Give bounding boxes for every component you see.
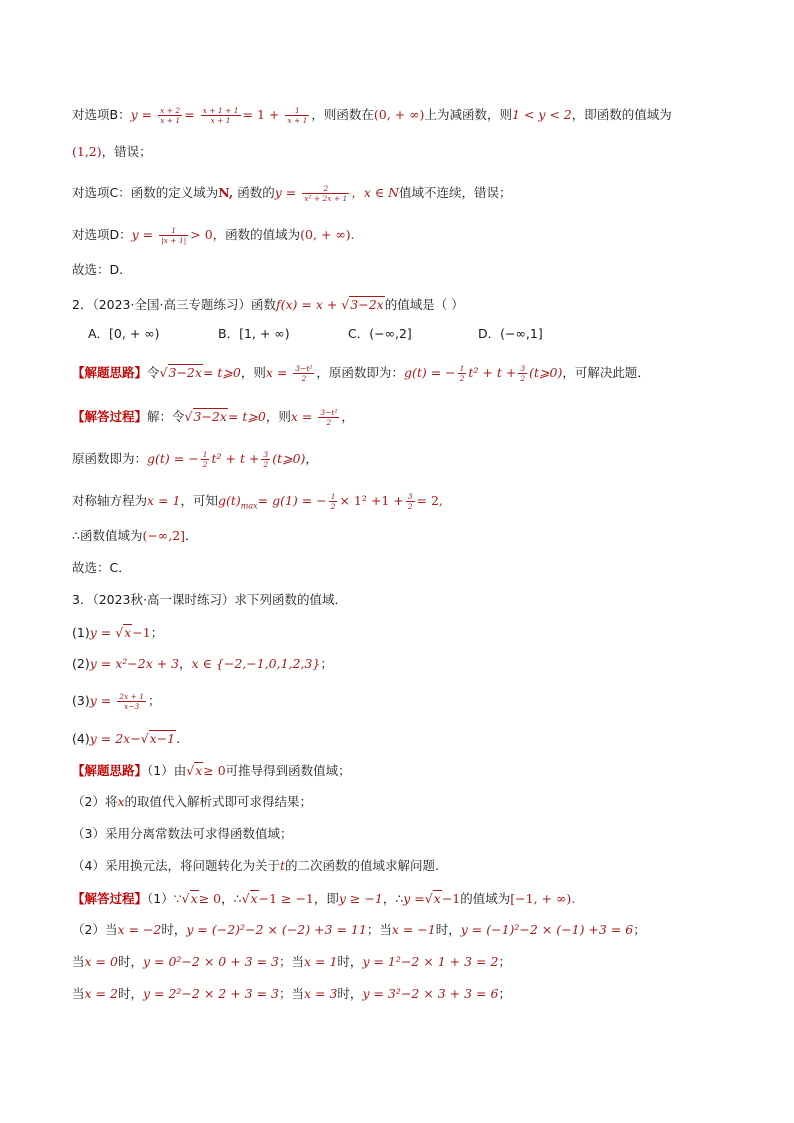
option-d-line: [72, 226, 355, 245]
math: x = −1: [391, 922, 436, 937]
numerator: 2: [302, 184, 349, 194]
math: x = −2: [117, 922, 162, 937]
text: ，原函数即为：: [316, 365, 404, 380]
fraction: [201, 106, 241, 125]
math: y ≥ −1: [338, 891, 383, 906]
q2-process-1: 【解答过程】解：令√3−2x= t⩾0，则x = $\frac{\text{3−t²}}{2}$ ，: [72, 408, 354, 427]
numerator: x + 1 + 1: [202, 106, 239, 115]
text: 的取值代入解析式即可求得结果；: [124, 794, 313, 809]
radicand: x−1: [149, 731, 176, 746]
math: −1: [441, 891, 461, 906]
numerator: 1: [330, 492, 336, 501]
math: x = 2: [84, 986, 118, 1001]
numerator: 3−t²: [320, 408, 338, 417]
math: t² + t +: [211, 451, 260, 466]
math: y = 1²−2 × 1 + 3 = 2: [362, 954, 499, 969]
denominator: x + 1: [160, 116, 181, 125]
fraction: [518, 364, 527, 383]
text: 时，: [337, 954, 363, 969]
math: g(t) = −: [147, 451, 199, 466]
math: (t⩾0): [272, 451, 306, 466]
q3-process-4: [72, 986, 511, 1002]
text: ；当: [366, 922, 392, 937]
text: 的值域为: [460, 891, 511, 906]
radicand: x: [433, 891, 441, 906]
text: 对选项C：函数的定义域为: [72, 185, 219, 200]
math: y =: [130, 107, 153, 122]
denominator: x + 1: [287, 116, 308, 125]
q3-process-3: [72, 954, 511, 970]
math: N,: [218, 185, 234, 200]
math: ≥ 0: [198, 891, 222, 906]
math: y =: [89, 625, 112, 640]
text: 原函数即为：: [72, 451, 148, 466]
text: 值域不连续，错误；: [399, 185, 512, 200]
tag-label: 【解题思路】: [72, 365, 148, 380]
numerator: 2x + 1: [119, 692, 145, 701]
text: 时，: [337, 986, 363, 1001]
text: ；当: [278, 954, 304, 969]
question-3: [72, 592, 347, 608]
math: = t⩾0: [227, 409, 266, 424]
text: 函数的: [233, 185, 275, 200]
math: t² + t +: [468, 365, 517, 380]
text: 时，: [117, 954, 143, 969]
subscript: max: [240, 501, 258, 511]
fraction: [201, 450, 210, 469]
q3-idea-2: [72, 794, 312, 810]
text: (1): [72, 625, 90, 640]
text: 对选项B：: [72, 107, 131, 122]
math: y = 3²−2 × 3 + 3 = 6: [362, 986, 499, 1001]
numerator: 3: [263, 450, 269, 459]
math: y = (−1)²−2 × (−1) +3 = 6: [460, 922, 634, 937]
text: ，则: [265, 409, 291, 424]
text: ，可解决此题．: [562, 365, 650, 380]
math: (0, + ∞): [373, 107, 425, 122]
tag-label: 【解答过程】: [72, 409, 148, 424]
denominator: 2: [459, 374, 465, 383]
denominator: x² + 2x + 1: [304, 194, 348, 203]
text: 上为减函数，则: [424, 107, 512, 122]
text: ，∴: [221, 891, 242, 906]
text: 3．（2023秋·高一课时练习）求下列函数的值域．: [72, 592, 347, 607]
text: 时，: [435, 922, 461, 937]
denominator: 2: [301, 374, 307, 383]
text: （1）: [147, 891, 174, 906]
text: ；: [148, 693, 161, 708]
text: （2）当: [72, 922, 118, 937]
text: 的二次函数的值域求解问题.: [285, 858, 439, 873]
q3-idea-1: 【解题思路】（1）由√x≥ 0可推导得到函数值域；: [72, 763, 351, 778]
text: ．: [185, 528, 198, 543]
math: −1: [132, 625, 151, 640]
tag-label: 【解答过程】: [72, 891, 148, 906]
math: > 0: [190, 227, 213, 242]
math: x =: [265, 365, 288, 380]
question-2-options: [88, 326, 608, 342]
math: y = 0²−2 × 0 + 3 = 3: [142, 954, 279, 969]
radicand: 3−2x: [193, 409, 227, 424]
text: ，可知: [180, 493, 218, 508]
denominator: |x + 1|: [161, 236, 187, 245]
math: y = 2²−2 × 2 + 3 = 3: [142, 986, 279, 1001]
q3-item-4: (4)y = 2x−√x−1.: [72, 731, 181, 746]
option-b-line-2: [72, 144, 152, 160]
text: （2）将: [72, 794, 118, 809]
text: 可推导得到函数值域；: [225, 763, 351, 778]
numerator: 1: [459, 364, 465, 373]
answer-1: [72, 262, 123, 278]
denominator: 2: [407, 502, 413, 511]
denominator: 2: [326, 418, 332, 427]
text: (3): [72, 693, 90, 708]
text: 时，: [117, 986, 143, 1001]
math: ≥ 0: [203, 763, 226, 778]
math: y = (−2)²−2 × (−2) +3 = 11: [186, 922, 367, 937]
radicand: 3−2x: [168, 365, 202, 380]
option-a: A．[0, + ∞): [88, 326, 160, 341]
fraction: [318, 408, 339, 427]
fraction: [406, 492, 415, 511]
q2-process-3: [72, 492, 443, 515]
text: 解：令: [147, 409, 185, 424]
math: y =: [274, 185, 297, 200]
numerator: 1: [285, 106, 309, 116]
numerator: 3−t²: [295, 364, 313, 373]
math: y =: [403, 891, 425, 906]
denominator: 2: [202, 460, 208, 469]
radicand: x: [250, 891, 258, 906]
math: (−∞,2]: [142, 528, 186, 543]
answer-2: [72, 560, 131, 576]
math: y = 2x−: [89, 731, 141, 746]
fraction: [458, 364, 467, 383]
q2-process-4: [72, 528, 198, 544]
math: x = 3: [303, 986, 338, 1001]
fraction: [158, 106, 182, 125]
text: ；: [498, 986, 511, 1001]
math: = g(1) = −: [257, 493, 327, 508]
math: g(t) = −: [403, 365, 456, 380]
q2-idea: 【解题思路】令√3−2x= t⩾0，则x = $\frac{\text{3−t²}}{2}$ ，原函数即为：g(t) = − $\frac{1}{2}$ t² + t + $\frac{3}{2}$ (t⩾0)，可解决此题．: [72, 364, 650, 383]
math: x ∈ {−2,−1,0,1,2,3}: [191, 656, 321, 671]
fraction: [302, 184, 349, 203]
text: ，: [305, 451, 318, 466]
math: y =: [131, 227, 154, 242]
text: （3）采用分离常数法可求得函数值域；: [72, 826, 293, 841]
text: ，: [341, 409, 354, 424]
fraction: [261, 450, 270, 469]
text: ，: [179, 656, 192, 671]
text: 当: [72, 986, 85, 1001]
math: t: [279, 858, 285, 873]
math: x = 1: [303, 954, 338, 969]
math: × 1² +1 +: [339, 493, 404, 508]
denominator: 2: [520, 374, 526, 383]
math: g(t): [217, 493, 241, 508]
math: x: [117, 794, 125, 809]
option-b-line: [72, 106, 672, 125]
text: (4): [72, 731, 90, 746]
option-d: D．(−∞,1]: [478, 326, 543, 341]
fraction: [117, 692, 146, 711]
fraction: [329, 492, 338, 511]
fraction: [293, 364, 314, 383]
option-c: C．(−∞,2]: [348, 326, 412, 341]
q3-item-3: [72, 692, 161, 711]
radicand: 3−2x: [350, 297, 384, 312]
text: 令: [147, 365, 160, 380]
text: ，函数的值域为: [212, 227, 301, 242]
option-c-line: [72, 184, 512, 203]
text: 当: [72, 954, 85, 969]
math: −1 ≥ −1: [258, 891, 314, 906]
radicand: x: [190, 891, 198, 906]
text: ；: [150, 625, 164, 640]
q2-process-2: [72, 450, 318, 469]
numerator: 3: [520, 364, 526, 373]
text: （4）采用换元法，将问题转化为关于: [72, 858, 280, 873]
math: y = x²−2x + 3: [89, 656, 180, 671]
math: [−1, + ∞).: [510, 891, 576, 906]
text: 故选：C．: [72, 560, 131, 575]
numerator: x + 2: [160, 106, 181, 115]
q3-idea-4: [72, 858, 439, 874]
text: （1）由: [147, 763, 187, 778]
math: ，x ∈ N: [351, 185, 400, 200]
math: (t⩾0): [529, 365, 563, 380]
denominator: x−3: [123, 702, 140, 711]
math: = 2,: [416, 493, 443, 508]
text: 2．（2023·全国·高三专题练习）函数: [72, 297, 276, 312]
math: f(x) = x +: [275, 297, 338, 312]
text: ∴函数值域为: [72, 528, 143, 543]
q3-idea-3: [72, 826, 292, 842]
text: ，则函数在: [311, 107, 374, 122]
math: x = 0: [84, 954, 118, 969]
q3-process-1: 【解答过程】（1）∵√x≥ 0，∴√x−1 ≥ −1，即y ≥ −1，∴y =√x−1的值域为[−1, + ∞).: [72, 891, 576, 906]
numerator: 3: [407, 492, 413, 501]
text: ，则: [240, 365, 266, 380]
text: .: [176, 731, 181, 746]
denominator: 2: [330, 502, 336, 511]
radicand: x: [195, 763, 203, 778]
text: 时，: [161, 922, 187, 937]
math: x =: [290, 409, 313, 424]
tag-label: 【解题思路】: [72, 763, 148, 778]
text: (2): [72, 656, 90, 671]
text: ，∴: [382, 891, 404, 906]
radicand: x: [124, 625, 132, 640]
math: ∵: [173, 891, 182, 906]
text: 对选项D：: [72, 227, 132, 242]
text: ；当: [278, 986, 304, 1001]
q3-item-2: [72, 656, 333, 672]
math: = t⩾0: [202, 365, 241, 380]
q3-item-1: (1)y = √x−1；: [72, 625, 164, 640]
numerator: 1: [202, 450, 208, 459]
math: = 1 +: [242, 107, 280, 122]
text: 故选：D.: [72, 262, 124, 277]
text: ，错误；: [101, 144, 152, 159]
text: ，即: [313, 891, 339, 906]
fraction: [159, 226, 188, 245]
math: =: [184, 107, 195, 122]
fraction: [285, 106, 309, 125]
math: 1 < y < 2: [511, 107, 572, 122]
numerator: 1: [159, 226, 188, 236]
q3-process-2: [72, 922, 646, 938]
option-b: B．[1, + ∞): [218, 326, 290, 341]
denominator: 2: [263, 460, 269, 469]
math: (0, + ∞).: [300, 227, 355, 242]
text: ；: [633, 922, 646, 937]
math: y =: [89, 693, 112, 708]
text: 对称轴方程为: [72, 493, 148, 508]
text: ，即函数的值域为: [571, 107, 672, 122]
question-2: 2．（2023·全国·高三专题练习）函数f(x) = x + √3−2x的值域是（ ）: [72, 297, 464, 312]
text: ；: [498, 954, 511, 969]
denominator: x + 1: [210, 116, 231, 125]
math: x = 1: [147, 493, 181, 508]
math: (1,2): [72, 144, 102, 159]
text: 的值域是（ ）: [384, 297, 464, 312]
text: ；: [320, 656, 333, 671]
